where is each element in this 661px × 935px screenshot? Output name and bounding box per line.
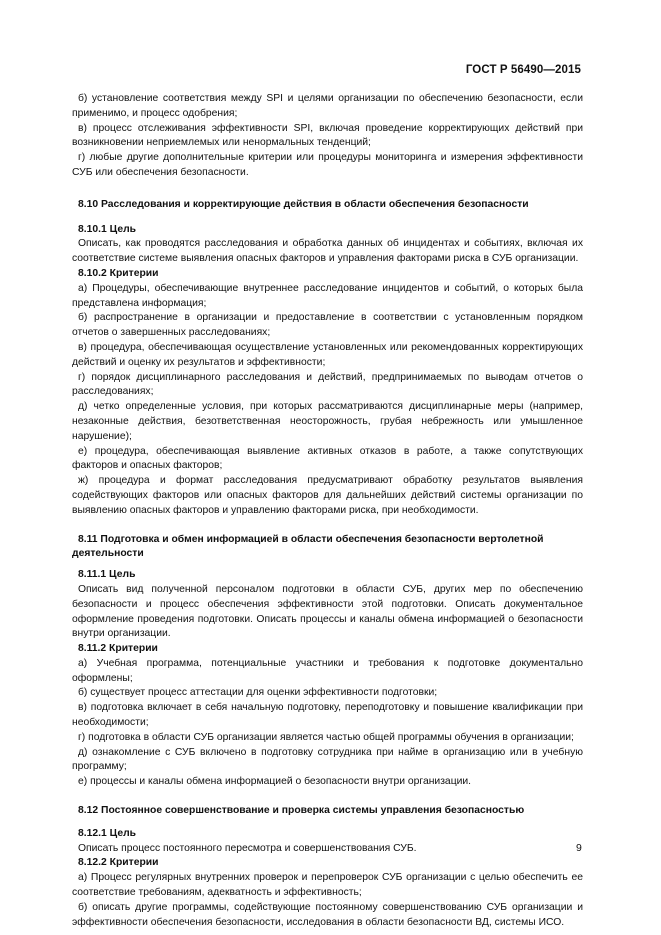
criteria-item: е) процессы и каналы обмена информацией о безопасности внутри организации. xyxy=(78,776,472,788)
subsection-heading-8-10-2: 8.10.2 Критерии xyxy=(78,267,159,279)
document-body xyxy=(72,92,583,930)
subsection-heading-8-12-2: 8.12.2 Критерии xyxy=(78,857,159,869)
criteria-item: а) Процедуры, обеспечивающие внутреннее расследование инцидентов и событий, о которых была представлена информация; xyxy=(72,282,583,309)
page-number: 9 xyxy=(576,842,582,854)
criteria-item: д) четко определенные условия, при которых рассматриваются дисциплинарные меры (например, незаконные действия, безответственная неосторожность, грубая небрежность или умышленное нарушение); xyxy=(72,401,583,442)
section-heading-8-12: 8.12 Постоянное совершенствование и проверка системы управления безопасностью xyxy=(78,805,525,817)
criteria-item: е) процедура, обеспечивающая выявление активных отказов в работе, а также сопутствующих факторов и опасных факторов; xyxy=(72,445,583,472)
intro-paragraph: б) установление соответствия между SPI и целями организации по обеспечению безопасности, если применимо, и процесс одобрения; xyxy=(72,93,583,119)
criteria-item: б) описать другие программы, содействующие постоянному совершенствованию СУБ организации и эффективности обеспечения безопасности, исследования в области безопасности ВД, системы ИСО. xyxy=(72,901,583,928)
subsection-heading-8-12-1: 8.12.1 Цель xyxy=(78,827,136,839)
criteria-item: г) подготовка в области СУБ организации является частью общей программы обучения в организации; xyxy=(78,731,574,743)
goal-paragraph: Описать процесс постоянного пересмотра и совершенствования СУБ. xyxy=(78,842,417,854)
section-heading-8-11: 8.11 Подготовка и обмен информацией в области обеспечения безопасности вертолетной деятельности xyxy=(72,533,544,560)
goal-paragraph: Описать вид полученной персоналом подготовки в области СУБ, других мер по обеспечению безопасности и процесс обеспечения эффективности этой подготовки. Описать документальное оформление проведения подготовки. Описать процессы и каналы обмена информацией о безопасности внутри организации. xyxy=(72,583,583,640)
standard-code: ГОСТ Р 56490—2015 xyxy=(465,64,581,76)
subsection-heading-8-10-1: 8.10.1 Цель xyxy=(78,223,136,235)
criteria-item: в) подготовка включает в себя начальную подготовку, переподготовку и повышение квалификации при необходимости; xyxy=(72,702,583,729)
criteria-item: в) процедура, обеспечивающая осуществление установленных или рекомендованных корректирующих действий и оценку их результатов и эффективности; xyxy=(72,341,583,368)
criteria-item: б) существует процесс аттестации для оценки эффективности подготовки; xyxy=(78,687,438,699)
subsection-heading-8-11-1: 8.11.1 Цель xyxy=(78,569,136,581)
criteria-item: ж) процедура и формат расследования предусматривают обработку результатов выявления содействующих факторов или опасных факторов для дальнейших действий системы организации по выявлению опасных факторов и управлению факторами риска, при необходимости. xyxy=(72,475,583,516)
intro-paragraph: г) любые другие дополнительные критерии или процедуры мониторинга и измерения эффективности СУБ или обеспечения безопасности. xyxy=(72,152,583,178)
intro-paragraph: в) процесс отслеживания эффективности SPI, включая проведение корректирующих действий при возникновении неприемлемых или ненормальных тенденций; xyxy=(72,122,583,149)
criteria-item: б) распространение в организации и предоставление в соответствии с установленным порядком отчетов о завершенных расследованиях; xyxy=(72,312,583,339)
criteria-item: г) порядок дисциплинарного расследования и действий, предпринимаемых по выводам отчетов о расследованиях; xyxy=(72,371,583,398)
criteria-item: д) ознакомление с СУБ включено в подготовку сотрудника при найме в организацию или в учебную программу; xyxy=(72,746,583,773)
section-heading-8-10: 8.10 Расследования и корректирующие действия в области обеспечения безопасности xyxy=(78,198,529,210)
goal-paragraph: Описать, как проводятся расследования и обработка данных об инцидентах и событиях, включая их соответствие системе выявления опасных факторов и управления факторами риска в СУБ организации. xyxy=(72,238,583,265)
criteria-item: а) Учебная программа, потенциальные участники и требования к подготовке документально оформлены; xyxy=(72,657,583,684)
subsection-heading-8-11-2: 8.11.2 Критерии xyxy=(78,643,158,655)
criteria-item: а) Процесс регулярных внутренних проверок и перепроверок СУБ организации с целью обеспечить ее соответствие требованиям, адекватность и эффективность; xyxy=(72,872,583,899)
